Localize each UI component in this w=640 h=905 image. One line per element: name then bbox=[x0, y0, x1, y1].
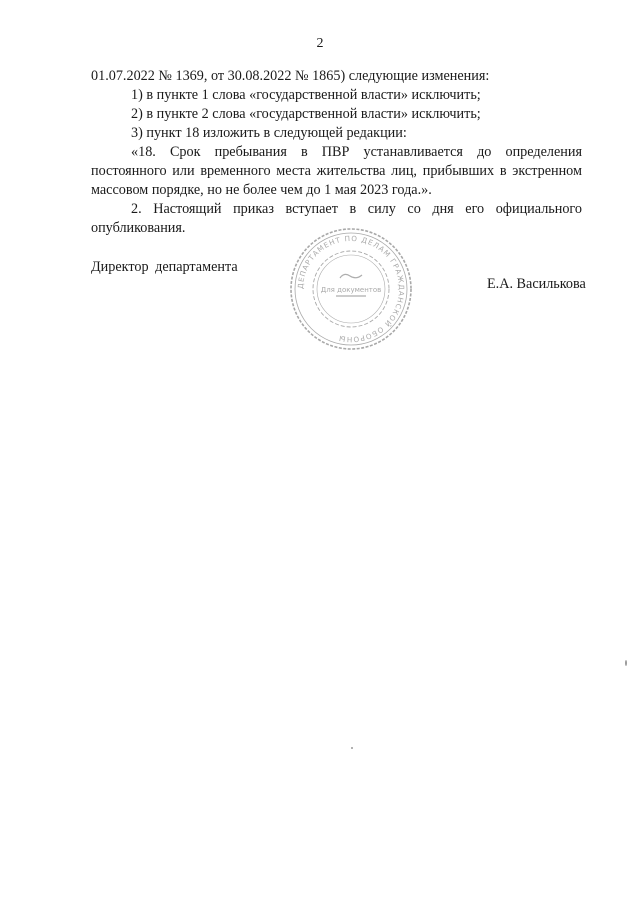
list-item-3: 3) пункт 18 изложить в следующей редакции: bbox=[131, 125, 407, 141]
official-seal-icon bbox=[288, 226, 414, 352]
scan-speck bbox=[625, 660, 627, 666]
document-body bbox=[91, 67, 582, 238]
signer-title: Директор департамента bbox=[91, 259, 238, 275]
quoted-clause-18: «18. Срок пребывания в ПВР устанавливается до определения постоянного или временного места жительства лиц, прибывших в экстренном массовом порядке, но не более чем до 1 мая 2023 года.». bbox=[91, 144, 582, 198]
signer-name: Е.А. Василькова bbox=[487, 276, 586, 292]
seal-center-text: Для документов bbox=[320, 286, 382, 294]
page-number: 2 bbox=[316, 36, 324, 51]
list-item-2: 2) в пункте 2 слова «государственной власти» исключить; bbox=[131, 106, 481, 122]
effective-clause: 2. Настоящий приказ вступает в силу со дня его официального опубликования. bbox=[91, 201, 582, 236]
continuation-line: 01.07.2022 № 1369, от 30.08.2022 № 1865) следующие изменения: bbox=[91, 68, 490, 84]
seal-ring-text: ДЕПАРТАМЕНТ ПО ДЕЛАМ ГРАЖДАНСКОЙ ОБОРОНЫ bbox=[295, 233, 407, 345]
list-item-1: 1) в пункте 1 слова «государственной власти» исключить; bbox=[131, 87, 481, 103]
scan-speck bbox=[351, 747, 353, 749]
